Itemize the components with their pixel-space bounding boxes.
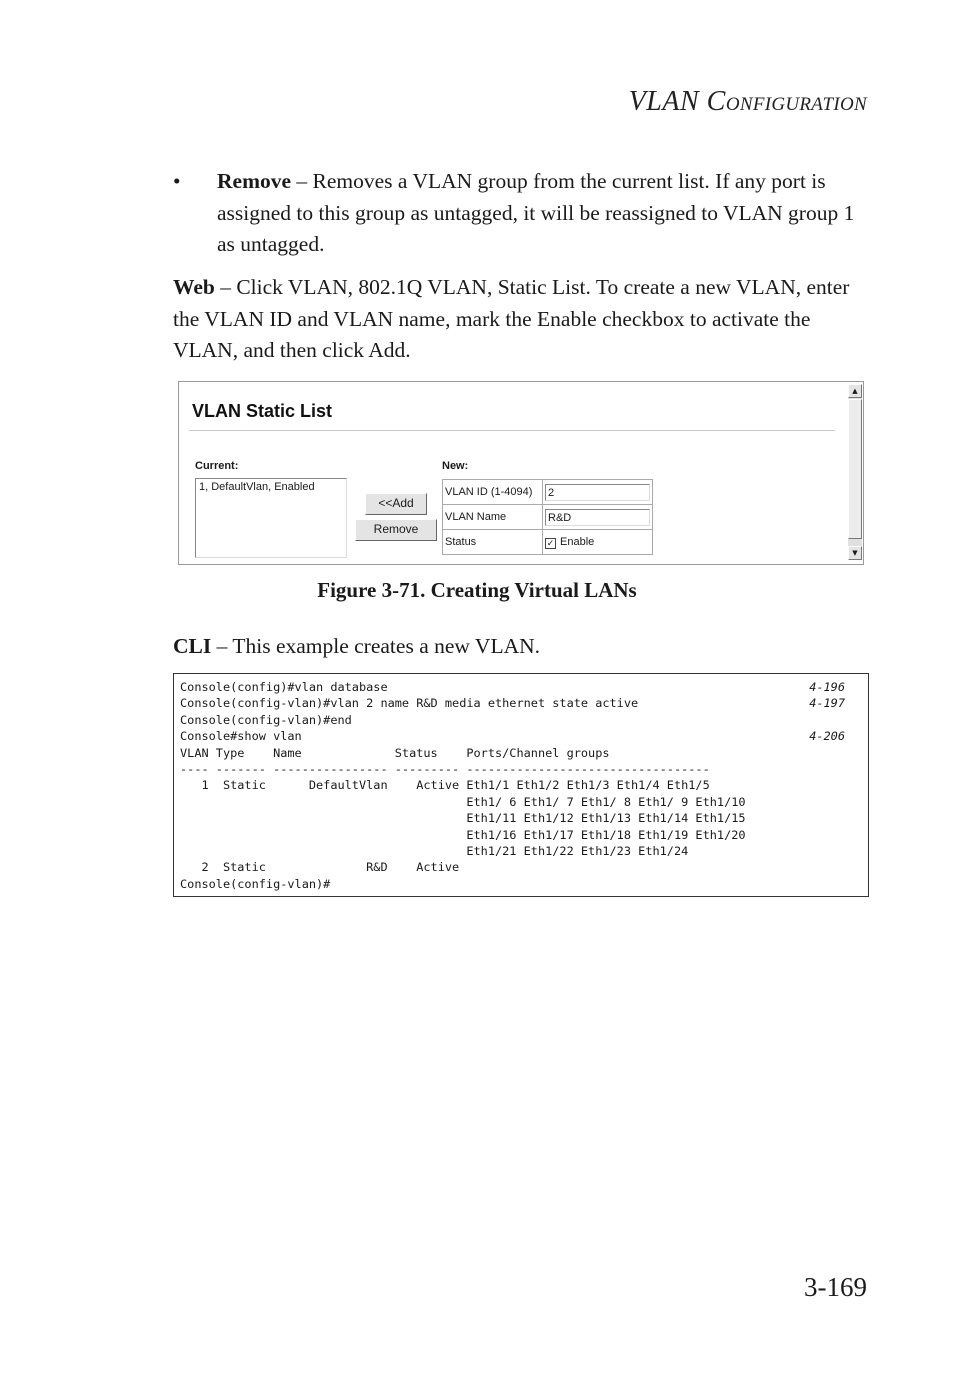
bullet-desc: – Removes a VLAN group from the current list. If any port is assigned to this group as untagged, it will be reassigned to VLAN group 1 as untagged.	[217, 169, 855, 256]
code-text: Console(config)#vlan database	[180, 680, 388, 694]
code-line	[180, 794, 868, 810]
bullet-dot: •	[173, 169, 181, 193]
code-line	[180, 843, 868, 859]
bullet-text	[217, 166, 867, 261]
code-text: Eth1/16 Eth1/17 Eth1/18 Eth1/19 Eth1/20	[180, 827, 746, 842]
code-line	[180, 712, 868, 728]
web-paragraph	[173, 272, 873, 367]
vlan-name-label: VLAN Name	[443, 505, 543, 530]
status-label: Status	[443, 530, 543, 555]
code-text: Eth1/11 Eth1/12 Eth1/13 Eth1/14 Eth1/15	[180, 811, 746, 826]
scroll-down-icon[interactable]: ▼	[848, 546, 862, 560]
code-line	[180, 810, 868, 826]
cli-desc: – This example creates a new VLAN.	[211, 634, 541, 658]
bullet-term: Remove	[217, 169, 292, 193]
vlan-name-input[interactable]: R&D	[545, 509, 650, 526]
page-number: 3-169	[804, 1272, 867, 1302]
code-text: 2 Static R&D Active	[180, 860, 460, 875]
current-label: Current:	[195, 460, 239, 472]
code-text: Console(config-vlan)#vlan 2 name R&D media ethernet state active	[180, 696, 639, 711]
code-line	[180, 679, 868, 695]
remove-button[interactable]: Remove	[355, 519, 437, 541]
code-text: ---- ------- ---------------- --------- ----------------------------------	[180, 761, 710, 776]
code-line	[180, 761, 868, 777]
code-text: 1 Static DefaultVlan Active Eth1/1 Eth1/2 Eth1/3 Eth1/4 Eth1/5	[180, 778, 710, 793]
code-line	[180, 728, 868, 744]
title-divider	[189, 430, 835, 431]
enable-checkbox[interactable]: ✓	[546, 537, 555, 548]
code-text: Eth1/ 6 Eth1/ 7 Eth1/ 8 Eth1/ 9 Eth1/10	[180, 794, 746, 809]
vertical-scrollbar[interactable]	[848, 384, 862, 560]
add-button[interactable]: <<Add	[365, 493, 427, 515]
code-ref: 4-196	[809, 680, 845, 694]
code-ref: 4-206	[809, 729, 845, 744]
enable-label: Enable	[560, 535, 595, 548]
vlan-static-list-screenshot	[178, 381, 864, 565]
cli-term: CLI	[173, 634, 212, 658]
code-text: Eth1/21 Eth1/22 Eth1/23 Eth1/24	[180, 843, 689, 858]
code-text: VLAN Type Name Status Ports/Channel groups	[180, 745, 610, 760]
code-text: Console#show vlan	[180, 729, 302, 744]
screenshot-title: VLAN Static List	[192, 401, 333, 421]
code-text: Console(config-vlan)#end	[180, 712, 352, 727]
figure-caption: Figure 3-71. Creating Virtual LANs	[317, 578, 637, 602]
code-line	[180, 827, 868, 843]
web-term: Web	[173, 275, 215, 299]
vlan-id-input[interactable]: 2	[545, 484, 650, 501]
cli-code-block	[173, 673, 869, 897]
code-line	[180, 777, 868, 793]
new-label: New:	[442, 460, 469, 472]
header-title-big: VLAN C	[628, 86, 726, 117]
list-item[interactable]: 1, DefaultVlan, Enabled	[199, 481, 315, 493]
cli-paragraph	[173, 631, 873, 663]
running-header	[629, 86, 867, 118]
new-vlan-form	[442, 479, 653, 555]
web-desc: – Click VLAN, 802.1Q VLAN, Static List. To create a new VLAN, enter the VLAN ID and VLAN name, mark the Enable checkbox to activate the VLAN, and then click Add.	[173, 275, 850, 362]
code-line	[180, 876, 868, 892]
header-title-small: ONFIGURATION	[725, 94, 867, 115]
code-ref: 4-197	[809, 696, 845, 711]
scroll-up-icon[interactable]: ▲	[848, 384, 862, 398]
vlan-id-label: VLAN ID (1-4094)	[443, 480, 543, 505]
code-line	[180, 859, 868, 875]
scroll-thumb[interactable]	[848, 399, 862, 539]
current-vlan-list[interactable]	[195, 478, 347, 558]
code-text: Console(config-vlan)#	[180, 876, 331, 891]
code-line	[180, 745, 868, 761]
code-line	[180, 695, 868, 711]
